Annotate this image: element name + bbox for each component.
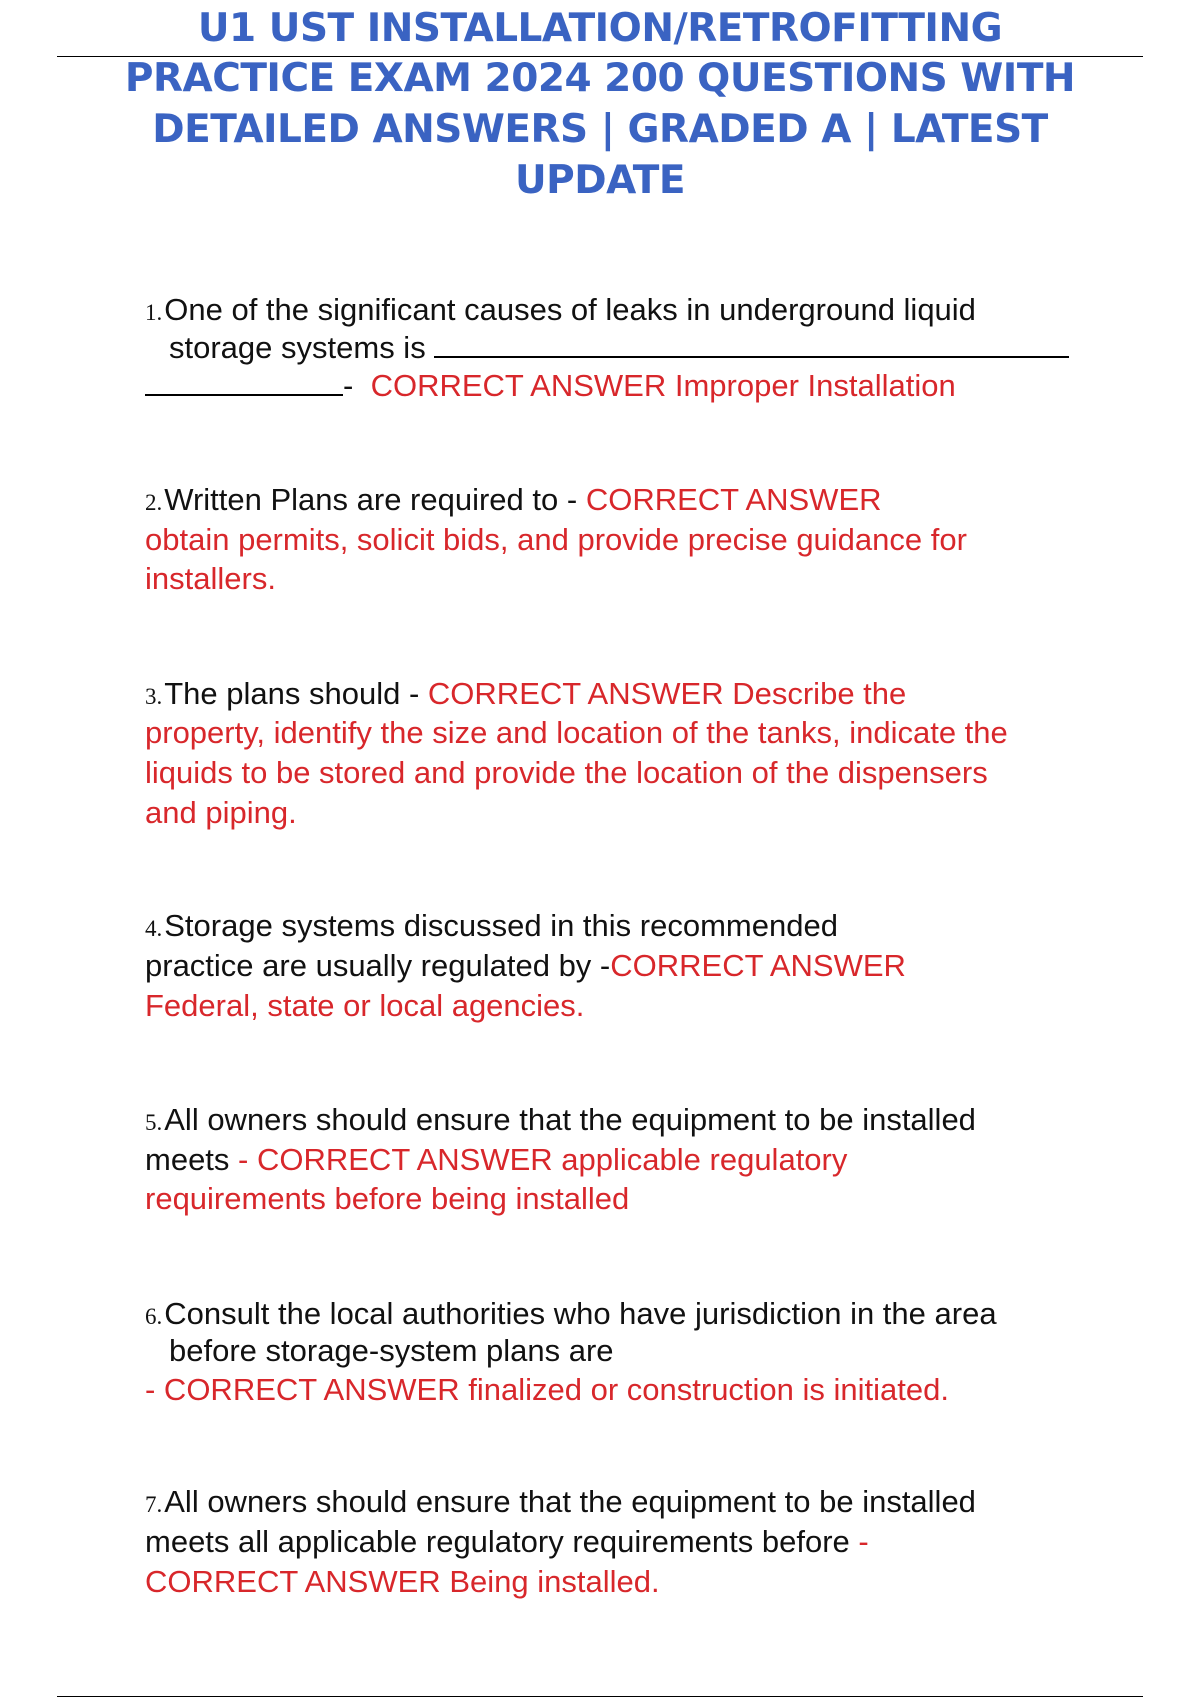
question-number: 2.: [145, 490, 163, 515]
answer-text-line-1: property, identify the size and location of the tanks, indicate the: [145, 715, 1008, 750]
question-number: 7.: [145, 1492, 163, 1517]
question-1-line-2: [169, 328, 1069, 368]
answer-separator: -: [858, 1524, 869, 1559]
answer-text-line-1: obtain permits, solicit bids, and provide precise guidance for: [145, 522, 967, 557]
question-number: 5.: [145, 1110, 163, 1135]
answer-separator: -: [343, 368, 354, 403]
question-text: Storage systems discussed in this recommended: [164, 908, 838, 943]
title-line-3: DETAILED ANSWERS | GRADED A | LATEST: [152, 107, 1048, 152]
answer-text-line-1: Federal, state or local agencies.: [145, 988, 585, 1023]
question-4-line-1: [145, 906, 838, 949]
answer-text: finalized or construction is initiated.: [468, 1372, 949, 1407]
answer-blank: [145, 368, 343, 396]
question-1-line-1: [145, 290, 976, 333]
title-line-4: UPDATE: [514, 158, 686, 203]
question-4-line-2: [145, 946, 906, 986]
question-7-line-2: [145, 1522, 869, 1562]
question-text: The plans should -: [164, 676, 420, 711]
title-line-1: U1 UST INSTALLATION/RETROFITTING: [197, 6, 1003, 51]
question-number: 3.: [145, 684, 163, 709]
answer-text-line-2: installers.: [145, 561, 276, 596]
question-text: meets all applicable regulatory requirements before: [145, 1524, 850, 1559]
question-number: 6.: [145, 1304, 163, 1329]
question-6-line-2: before storage-system plans are: [169, 1333, 614, 1368]
question-2-line-1: [145, 480, 882, 523]
question-text: practice are usually regulated by -: [145, 948, 611, 983]
question-7-line-1: [145, 1482, 976, 1525]
answer-label: CORRECT ANSWER: [585, 482, 882, 517]
answer-label: CORRECT ANSWER: [427, 676, 724, 711]
question-number: 4.: [145, 916, 163, 941]
answer-text-line-2: liquids to be stored and provide the location of the dispensers: [145, 755, 988, 790]
question-text: storage systems is: [169, 330, 426, 365]
question-text: Consult the local authorities who have jurisdiction in the area: [164, 1296, 997, 1331]
question-1-line-3: [145, 366, 956, 406]
footer-rule: [57, 1696, 1143, 1697]
title-line-2: PRACTICE EXAM 2024 200 QUESTIONS WITH: [124, 56, 1076, 101]
question-7-line-3: [145, 1562, 660, 1602]
answer-label: - CORRECT ANSWER: [238, 1142, 553, 1177]
answer-text: Being installed.: [449, 1564, 660, 1599]
question-3-line-1: [145, 674, 906, 717]
answer-blank: [434, 330, 1069, 358]
question-text: meets: [145, 1142, 230, 1177]
question-6-line-3: [145, 1370, 949, 1410]
question-text: One of the significant causes of leaks in underground liquid: [164, 292, 976, 327]
answer-label: CORRECT ANSWER: [145, 1564, 441, 1599]
question-text: All owners should ensure that the equipment to be installed: [164, 1102, 976, 1137]
answer-label: - CORRECT ANSWER: [145, 1372, 460, 1407]
answer-text-line-1: requirements before being installed: [145, 1181, 630, 1216]
question-text: All owners should ensure that the equipment to be installed: [164, 1484, 976, 1519]
answer-text: Improper Installation: [674, 368, 956, 403]
header-rule: [57, 56, 1143, 57]
question-number: 1.: [145, 300, 163, 325]
answer-text: applicable regulatory: [561, 1142, 848, 1177]
answer-text: Describe the: [732, 676, 907, 711]
question-text: Written Plans are required to -: [164, 482, 578, 517]
answer-text-line-3: and piping.: [145, 795, 297, 830]
answer-label: CORRECT ANSWER: [610, 948, 906, 983]
question-5-line-1: [145, 1100, 976, 1143]
answer-label: CORRECT ANSWER: [370, 368, 667, 403]
question-5-line-2: [145, 1140, 847, 1180]
